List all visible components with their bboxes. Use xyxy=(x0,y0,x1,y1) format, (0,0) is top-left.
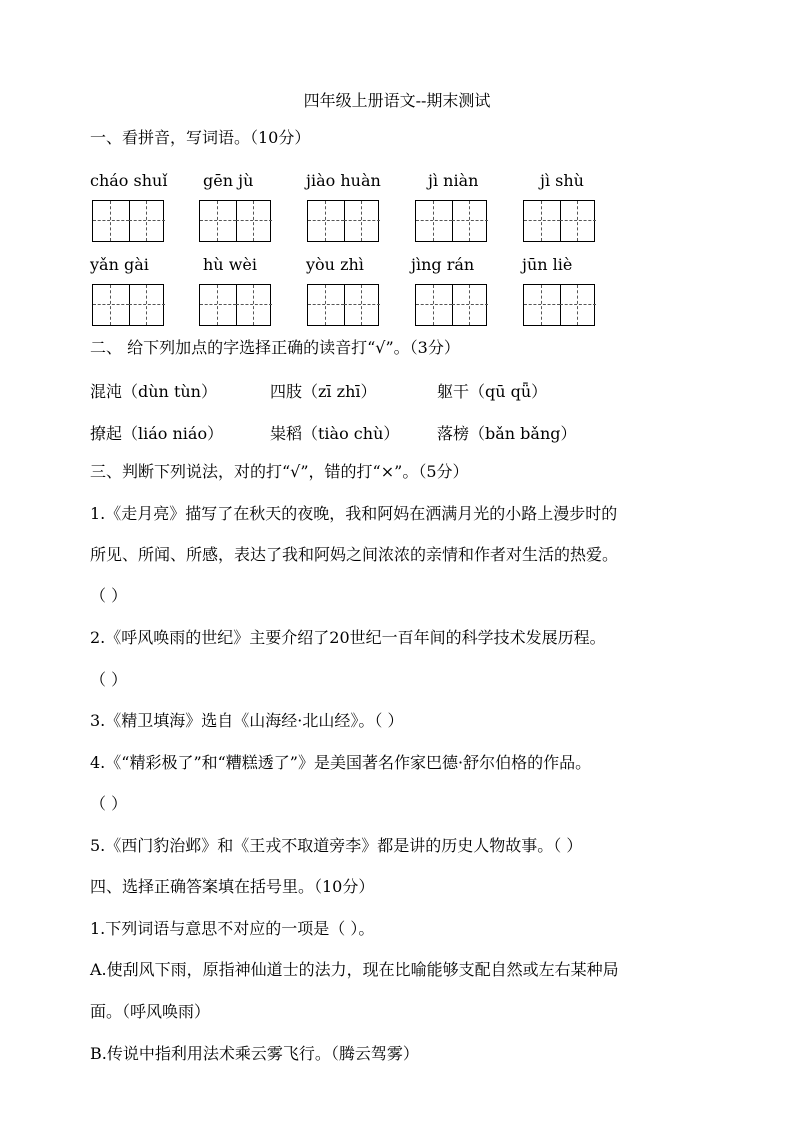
section4-heading: 四、选择正确答案填在括号里。（10分） xyxy=(90,877,375,896)
pinyin-2-4: jìng rán xyxy=(411,255,475,274)
answer-blank[interactable]: （ ） xyxy=(90,670,128,689)
judge-question-3: 3.《精卫填海》选自《山海经·北山经》。（ ） xyxy=(90,711,404,730)
writing-grid[interactable] xyxy=(523,284,595,326)
pronunciation-item[interactable]: 混沌（dùn tùn） xyxy=(90,382,217,401)
judge-question-1-cont: 所见、所闻、所感，表达了我和阿妈之间浓浓的亲情和作者对生活的热爱。 xyxy=(90,545,619,564)
pronunciation-item[interactable]: 粜稻（tiào chù） xyxy=(270,424,400,443)
writing-grid[interactable] xyxy=(523,200,595,242)
pinyin-1-5: jì shù xyxy=(540,171,584,190)
writing-grid[interactable] xyxy=(92,200,164,242)
pronunciation-item[interactable]: 躯干（qū qǖ） xyxy=(437,382,548,401)
judge-question-1: 1.《走月亮》描写了在秋天的夜晚，我和阿妈在洒满月光的小路上漫步时的 xyxy=(90,504,618,523)
section2-heading: 二、 给下列加点的字选择正确的读音打“√”。（3分） xyxy=(90,338,460,357)
pinyin-1-4: jì niàn xyxy=(428,171,479,190)
writing-grid[interactable] xyxy=(199,200,271,242)
pronunciation-item[interactable]: 四肢（zī zhī） xyxy=(270,382,377,401)
answer-blank[interactable]: （ ） xyxy=(90,794,128,813)
pronunciation-item[interactable]: 落榜（bǎn bǎng） xyxy=(437,424,577,443)
pinyin-1-3: jiào huàn xyxy=(306,171,381,190)
section3-heading: 三、判断下列说法，对的打“√”，错的打“×”。（5分） xyxy=(90,462,469,481)
pinyin-2-3: yòu zhì xyxy=(306,255,364,274)
choice-option-a-cont[interactable]: 面。（呼风唤雨） xyxy=(90,1002,211,1021)
answer-blank[interactable]: （ ） xyxy=(90,586,128,605)
pinyin-2-1: yǎn gài xyxy=(90,255,149,274)
writing-grid[interactable] xyxy=(415,200,487,242)
writing-grid[interactable] xyxy=(307,200,379,242)
judge-question-5: 5.《西门豹治邺》和《王戎不取道旁李》都是讲的历史人物故事。（ ） xyxy=(90,836,583,855)
pinyin-1-1: cháo shuǐ xyxy=(90,171,168,190)
judge-question-4: 4.《“精彩极了”和“糟糕透了”》是美国著名作家巴德·舒尔伯格的作品。 xyxy=(90,753,592,772)
page-title: 四年级上册语文--期末测试 xyxy=(303,91,491,110)
pinyin-1-2: gēn jù xyxy=(203,171,254,190)
pinyin-2-5: jūn liè xyxy=(522,255,573,274)
choice-option-a[interactable]: A.使刮风下雨，原指神仙道士的法力，现在比喻能够支配自然或左右某种局 xyxy=(90,960,619,979)
choice-question-1: 1.下列词语与意思不对应的一项是（ ）。 xyxy=(90,919,375,938)
writing-grid[interactable] xyxy=(92,284,164,326)
writing-grid[interactable] xyxy=(415,284,487,326)
section1-heading: 一、看拼音，写词语。（10分） xyxy=(90,128,311,147)
judge-question-2: 2.《呼风唤雨的世纪》主要介绍了20世纪一百年间的科学技术发展历程。 xyxy=(90,628,606,647)
pronunciation-item[interactable]: 撩起（liáo niáo） xyxy=(90,424,224,443)
writing-grid[interactable] xyxy=(307,284,379,326)
choice-option-b[interactable]: B.传说中指利用法术乘云雾飞行。（腾云驾雾） xyxy=(90,1044,419,1063)
writing-grid[interactable] xyxy=(199,284,271,326)
pinyin-2-2: hù wèi xyxy=(203,255,257,274)
